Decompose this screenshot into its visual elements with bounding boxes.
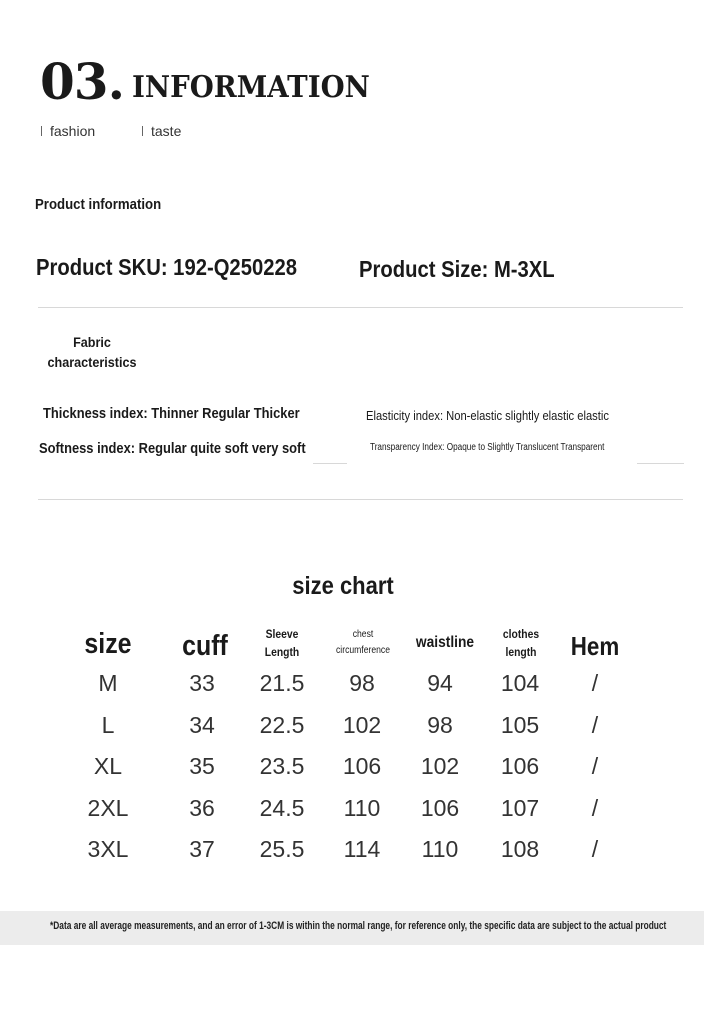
cell-sleeve-length: 22.5 xyxy=(259,711,305,738)
cell-size: XL xyxy=(93,753,123,779)
cell-hem: / xyxy=(591,670,599,696)
cell-waistline: 102 xyxy=(420,753,460,779)
divider xyxy=(38,499,683,500)
short-divider xyxy=(313,463,347,464)
header-length-line2: length xyxy=(505,645,537,659)
cell-chest: 98 xyxy=(349,670,375,696)
softness-index: Softness index: Regular quite soft very soft xyxy=(39,440,306,457)
header-chest-circumference xyxy=(324,627,401,659)
size-chart-title: size chart xyxy=(292,572,394,600)
cell-cuff: 37 xyxy=(189,836,215,862)
footer-note: *Data are all average measurements, and an error of 1-3CM is within the normal range, for reference only, the specific data are subject to the actual product xyxy=(50,920,667,932)
cell-clothes-length: 106 xyxy=(500,753,540,779)
product-size: Product Size: M-3XL xyxy=(359,256,555,282)
divider xyxy=(38,307,683,308)
cell-hem: / xyxy=(591,711,599,738)
header-size: size xyxy=(84,628,132,660)
header-clothes-length xyxy=(482,625,559,661)
cell-size: L xyxy=(101,711,115,738)
header-sleeve-line2: Length xyxy=(264,645,300,659)
tag-taste xyxy=(142,122,181,140)
product-sku: Product SKU: 192-Q250228 xyxy=(36,254,297,280)
cell-cuff: 35 xyxy=(189,753,215,779)
fabric-heading xyxy=(45,332,139,372)
header-sleeve-line1: Sleeve xyxy=(265,627,299,641)
cell-cuff: 36 xyxy=(189,794,215,821)
tag-label: taste xyxy=(151,123,182,139)
cell-waistline: 94 xyxy=(427,670,453,696)
tag-fashion xyxy=(41,122,95,140)
cell-cuff: 33 xyxy=(189,670,215,696)
cell-chest: 106 xyxy=(342,753,382,779)
cell-sleeve-length: 24.5 xyxy=(259,794,305,821)
thickness-index: Thickness index: Thinner Regular Thicker xyxy=(43,405,300,422)
section-number: 03. xyxy=(40,52,124,111)
fabric-heading-line1: Fabric xyxy=(73,334,111,350)
tag-divider xyxy=(41,126,42,136)
cell-waistline: 106 xyxy=(420,794,460,821)
cell-hem: / xyxy=(591,836,599,862)
cell-sleeve-length: 25.5 xyxy=(259,836,305,862)
cell-waistline: 98 xyxy=(427,711,453,738)
cell-hem: / xyxy=(591,753,599,779)
cell-sleeve-length: 23.5 xyxy=(259,753,305,779)
header-waistline: waistline xyxy=(415,634,475,651)
cell-size: 3XL xyxy=(87,836,129,862)
fabric-heading-line2: characteristics xyxy=(47,354,137,370)
elasticity-index: Elasticity index: Non-elastic slightly elastic elastic xyxy=(366,408,609,423)
header-length-line1: clothes xyxy=(502,627,540,641)
product-info-label: Product information xyxy=(35,196,162,213)
tag-divider xyxy=(142,126,143,136)
cell-size: M xyxy=(98,670,118,696)
cell-chest: 102 xyxy=(342,711,382,738)
header-cuff: cuff xyxy=(182,630,228,662)
transparency-index: Transparency Index: Opaque to Slightly Translucent Transparent xyxy=(370,442,605,453)
cell-clothes-length: 108 xyxy=(500,836,540,862)
cell-sleeve-length: 21.5 xyxy=(259,670,305,696)
short-divider xyxy=(637,463,684,464)
cell-cuff: 34 xyxy=(189,711,215,738)
cell-chest: 114 xyxy=(343,836,381,862)
cell-hem: / xyxy=(591,794,599,821)
section-title: INFORMATION xyxy=(132,70,370,105)
cell-waistline: 110 xyxy=(421,836,459,862)
cell-clothes-length: 105 xyxy=(500,711,540,738)
cell-size: 2XL xyxy=(87,794,129,821)
cell-clothes-length: 104 xyxy=(500,670,540,696)
header-hem: Hem xyxy=(570,631,620,661)
header-chest-line2: circumference xyxy=(335,645,391,656)
cell-clothes-length: 107 xyxy=(500,794,540,821)
header-chest-line1: chest xyxy=(352,629,374,640)
header-sleeve-length xyxy=(243,625,320,661)
cell-chest: 110 xyxy=(343,794,381,821)
tag-label: fashion xyxy=(50,123,96,139)
